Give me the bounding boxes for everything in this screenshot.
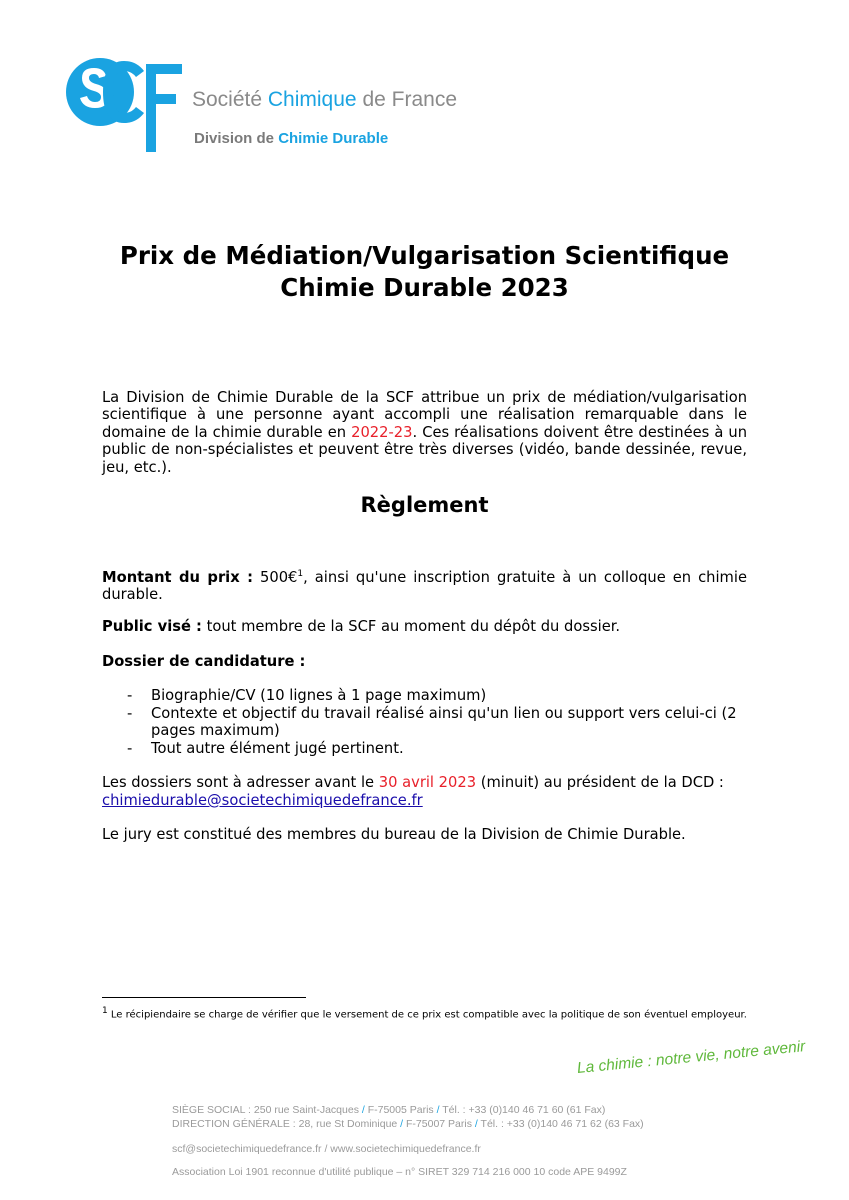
scf-logo <box>52 54 187 154</box>
deadline-paragraph: Les dossiers sont à adresser avant le 30 avril 2023 (minuit) au président de la DCD : <box>102 774 724 791</box>
organization-name: Société Chimique de France <box>192 88 457 111</box>
footer-siege-social: SIÈGE SOCIAL : 250 rue Saint-Jacques / F-75005 Paris / Tél. : +33 (0)140 46 71 60 (61 Fax) <box>172 1104 606 1116</box>
footer-legal: Association Loi 1901 reconnue d'utilité publique – n° SIRET 329 714 216 000 10 code APE 9499Z <box>172 1166 627 1178</box>
footer-contact: scf@societechimiquedefrance.fr / www.societechimiquedefrance.fr <box>172 1143 481 1155</box>
dossier-heading: Dossier de candidature : <box>102 653 306 670</box>
footnote: $^1$ Le récipiendaire se charge de vérifier que le versement de ce prix est compatible avec la politique de son éventuel employeur. <box>102 1006 747 1021</box>
slogan: La chimie : notre vie, notre avenir <box>576 1038 807 1078</box>
footnote-divider <box>102 997 306 998</box>
contact-email-link[interactable]: chimiedurable@societechimiquedefrance.fr <box>102 792 423 809</box>
document-title-line-2: Chimie Durable 2023 <box>280 273 569 302</box>
montant-paragraph: Montant du prix : 500€$^1$, ainsi qu'une inscription gratuite à un colloque en chimie durable. <box>102 568 747 604</box>
document-title-line-1: Prix de Médiation/Vulgarisation Scientifique <box>119 241 730 270</box>
division-name: Division de Chimie Durable <box>194 130 389 147</box>
intro-paragraph: La Division de Chimie Durable de la SCF attribue un prix de médiation/vulgarisation scientifique à une personne ayant accompli une réalisation remarquable dans le domaine de la chimie durable en 2022-23. Ces réalisations doivent être destinées à un public de non-spécialistes et peuvent être très diverses (vidéo, bande dessinée, revue, jeu, etc.). <box>102 389 747 476</box>
deadline-date: 30 avril 2023 <box>378 774 477 791</box>
reglement-heading: Règlement <box>360 493 489 517</box>
public-paragraph: Public visé : tout membre de la SCF au moment du dépôt du dossier. <box>102 618 621 635</box>
footer-direction-generale: DIRECTION GÉNÉRALE : 28, rue St Dominique / F-75007 Paris / Tél. : +33 (0)140 46 71 62 (63 Fax) <box>172 1118 644 1130</box>
intro-year: 2022-23 <box>351 423 413 441</box>
jury-paragraph: Le jury est constitué des membres du bureau de la Division de Chimie Durable. <box>102 826 686 843</box>
